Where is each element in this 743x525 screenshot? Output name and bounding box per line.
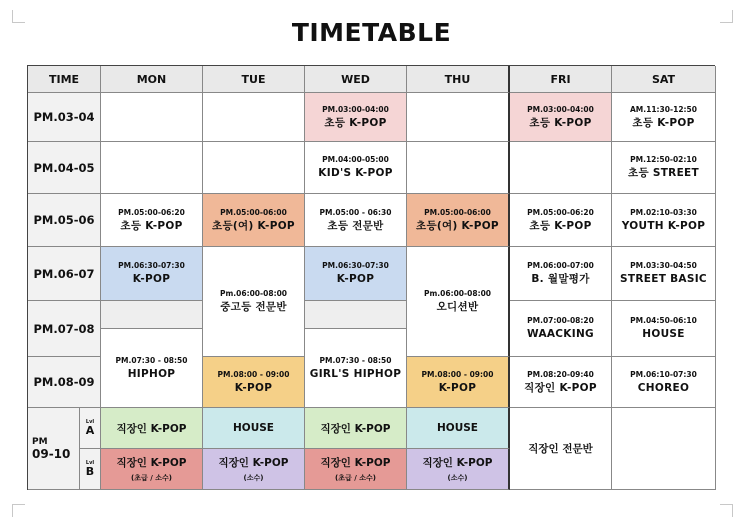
class-cell-mon-4 <box>101 247 203 301</box>
class-time: PM.03:00-04:00 <box>527 104 594 114</box>
empty-slot <box>101 142 203 194</box>
class-name: 직장인 K-POP <box>116 422 187 435</box>
level-letter: B <box>85 465 95 478</box>
class-note: (초급 / 소수) <box>335 474 376 482</box>
class-cell-wed-a <box>305 408 407 449</box>
class-name: WAACKING <box>527 328 594 340</box>
class-time: PM.05:00-06:20 <box>527 207 594 217</box>
header-sat: SAT <box>612 66 716 93</box>
time-slot-label: PM.06-07 <box>28 247 101 301</box>
class-cell-sat-6 <box>612 357 716 408</box>
empty-slot <box>203 93 305 142</box>
class-name: 직장인 K-POP <box>320 457 391 469</box>
class-name: 초등(여) K-POP <box>212 219 295 232</box>
class-name: 초등(여) K-POP <box>416 219 499 232</box>
class-cell-sat-2 <box>612 142 716 194</box>
empty-slot <box>510 142 612 194</box>
class-time: PM.07:30 - 08:50 <box>115 355 188 365</box>
empty-slot <box>305 301 407 329</box>
class-time: PM.06:30-07:30 <box>118 261 185 270</box>
time-slot-label: PM.08-09 <box>28 357 101 408</box>
class-note: (소수) <box>447 474 468 482</box>
class-name: HIPHOP <box>127 367 176 380</box>
class-time: PM.08:00 - 09:00 <box>421 369 494 379</box>
class-cell-tue-a <box>203 408 305 449</box>
class-time: PM.02:10-03:30 <box>630 207 697 217</box>
class-cell-fri-1 <box>510 93 612 142</box>
class-name: 직장인 K-POP <box>218 457 289 469</box>
level-b-label <box>80 449 101 490</box>
class-time: PM.06:10-07:30 <box>630 369 697 379</box>
class-name: STREET BASIC <box>620 273 707 285</box>
class-time: PM.06:30-07:30 <box>322 261 389 270</box>
class-name: 초등 K-POP <box>120 219 183 232</box>
class-name: CHOREO <box>637 381 690 394</box>
class-name: 오디션반 <box>436 301 479 313</box>
class-cell-tue-3 <box>203 194 305 247</box>
class-name: B. 월말평가 <box>531 273 590 285</box>
class-cell-mon-b <box>101 449 203 490</box>
class-cell-fri-5 <box>510 301 612 357</box>
class-name: 직장인 K-POP <box>116 457 187 469</box>
class-time: PM.03:30-04:50 <box>630 261 697 270</box>
corner-mark-bottom-left <box>12 504 25 517</box>
class-cell-tue-6 <box>203 357 305 408</box>
header-tue: TUE <box>203 66 305 93</box>
class-name: 초등 전문반 <box>327 219 384 232</box>
empty-slot <box>407 142 510 194</box>
level-a-label <box>80 408 101 449</box>
class-name: 중고등 전문반 <box>220 301 287 313</box>
class-time: PM.06:00-07:00 <box>527 261 594 270</box>
class-name: 직장인 K-POP <box>320 422 391 435</box>
class-cell-tue-4 <box>203 247 305 357</box>
class-time: PM.05:00 - 06:30 <box>319 207 392 217</box>
class-cell-wed-b <box>305 449 407 490</box>
class-cell-thu-6 <box>407 357 510 408</box>
class-name: K-POP <box>234 381 273 394</box>
empty-slot <box>101 93 203 142</box>
class-name: 직장인 K-POP <box>422 457 493 469</box>
class-time: PM.05:00-06:00 <box>424 207 491 217</box>
timetable-grid <box>27 65 715 490</box>
corner-mark-bottom-right <box>720 504 733 517</box>
class-name: KID'S K-POP <box>318 167 393 179</box>
class-cell-wed-4 <box>305 247 407 301</box>
class-cell-tue-b <box>203 449 305 490</box>
class-note: (소수) <box>243 474 264 482</box>
empty-slot <box>101 301 203 329</box>
level-letter: A <box>85 424 95 437</box>
time-slot-label: PM.07-08 <box>28 301 101 357</box>
header-fri: FRI <box>510 66 612 93</box>
class-time: PM.12:50-02:10 <box>630 155 697 164</box>
empty-slot <box>407 93 510 142</box>
class-time: AM.11:30-12:50 <box>630 104 697 114</box>
class-cell-mon-3 <box>101 194 203 247</box>
class-name: K-POP <box>132 273 171 285</box>
header-wed: WED <box>305 66 407 93</box>
class-cell-thu-a <box>407 408 510 449</box>
class-time: PM.04:50-06:10 <box>630 316 697 325</box>
class-name: K-POP <box>336 273 375 285</box>
time-slot-label: PM.05-06 <box>28 194 101 247</box>
class-cell-thu-3 <box>407 194 510 247</box>
class-name: HOUSE <box>233 422 274 434</box>
header-thu: THU <box>407 66 510 93</box>
class-time: PM.08:00 - 09:00 <box>217 369 290 379</box>
time-slot-label-last <box>28 408 80 490</box>
class-cell-sat-3 <box>612 194 716 247</box>
class-time: Pm.06:00-08:00 <box>423 289 492 298</box>
range-label: 09-10 <box>32 446 71 461</box>
class-name: 직장인 K-POP <box>524 381 597 394</box>
class-cell-fri-evening <box>510 408 612 490</box>
class-cell-wed-6 <box>305 329 407 408</box>
class-cell-mon-a <box>101 408 203 449</box>
class-cell-thu-4 <box>407 247 510 357</box>
class-name: HOUSE <box>642 328 685 340</box>
level-caption: Lvl <box>85 419 95 425</box>
empty-slot <box>612 408 716 490</box>
class-name: 초등 K-POP <box>632 116 695 129</box>
class-time: PM.07:00-08:20 <box>527 316 594 325</box>
class-cell-fri-3 <box>510 194 612 247</box>
class-cell-sat-1 <box>612 93 716 142</box>
class-cell-mon-6 <box>101 329 203 408</box>
header-time: TIME <box>28 66 101 93</box>
class-name: GIRL'S HIPHOP <box>309 367 402 380</box>
empty-slot <box>203 142 305 194</box>
class-name: K-POP <box>438 381 477 394</box>
class-name: 초등 K-POP <box>529 219 592 232</box>
class-name: 초등 K-POP <box>324 116 387 129</box>
class-cell-thu-b <box>407 449 510 490</box>
class-cell-wed-3 <box>305 194 407 247</box>
class-cell-wed-1 <box>305 93 407 142</box>
class-cell-wed-2 <box>305 142 407 194</box>
class-name: 초등 K-POP <box>529 116 592 129</box>
time-slot-label: PM.04-05 <box>28 142 101 194</box>
class-note: (초급 / 소수) <box>131 474 172 482</box>
class-name: HOUSE <box>437 422 478 434</box>
class-time: PM.07:30 - 08:50 <box>319 355 392 365</box>
class-time: PM.05:00-06:20 <box>118 207 185 217</box>
level-caption: Lvl <box>85 460 95 466</box>
class-name: 직장인 전문반 <box>528 443 593 455</box>
time-slot-label: PM.03-04 <box>28 93 101 142</box>
class-cell-fri-4 <box>510 247 612 301</box>
header-mon: MON <box>101 66 203 93</box>
class-cell-fri-6 <box>510 357 612 408</box>
class-time: Pm.06:00-08:00 <box>219 289 288 298</box>
class-cell-sat-5 <box>612 301 716 357</box>
class-name: YOUTH K-POP <box>621 219 706 232</box>
class-time: PM.03:00-04:00 <box>322 104 389 114</box>
class-cell-sat-4 <box>612 247 716 301</box>
class-time: PM.05:00-06:00 <box>220 207 287 217</box>
class-time: PM.04:00-05:00 <box>322 155 389 164</box>
class-name: 초등 STREET <box>628 167 699 179</box>
pm-label: PM <box>32 436 48 447</box>
page-title: TIMETABLE <box>291 18 452 47</box>
class-time: PM.08:20-09:40 <box>527 369 594 379</box>
